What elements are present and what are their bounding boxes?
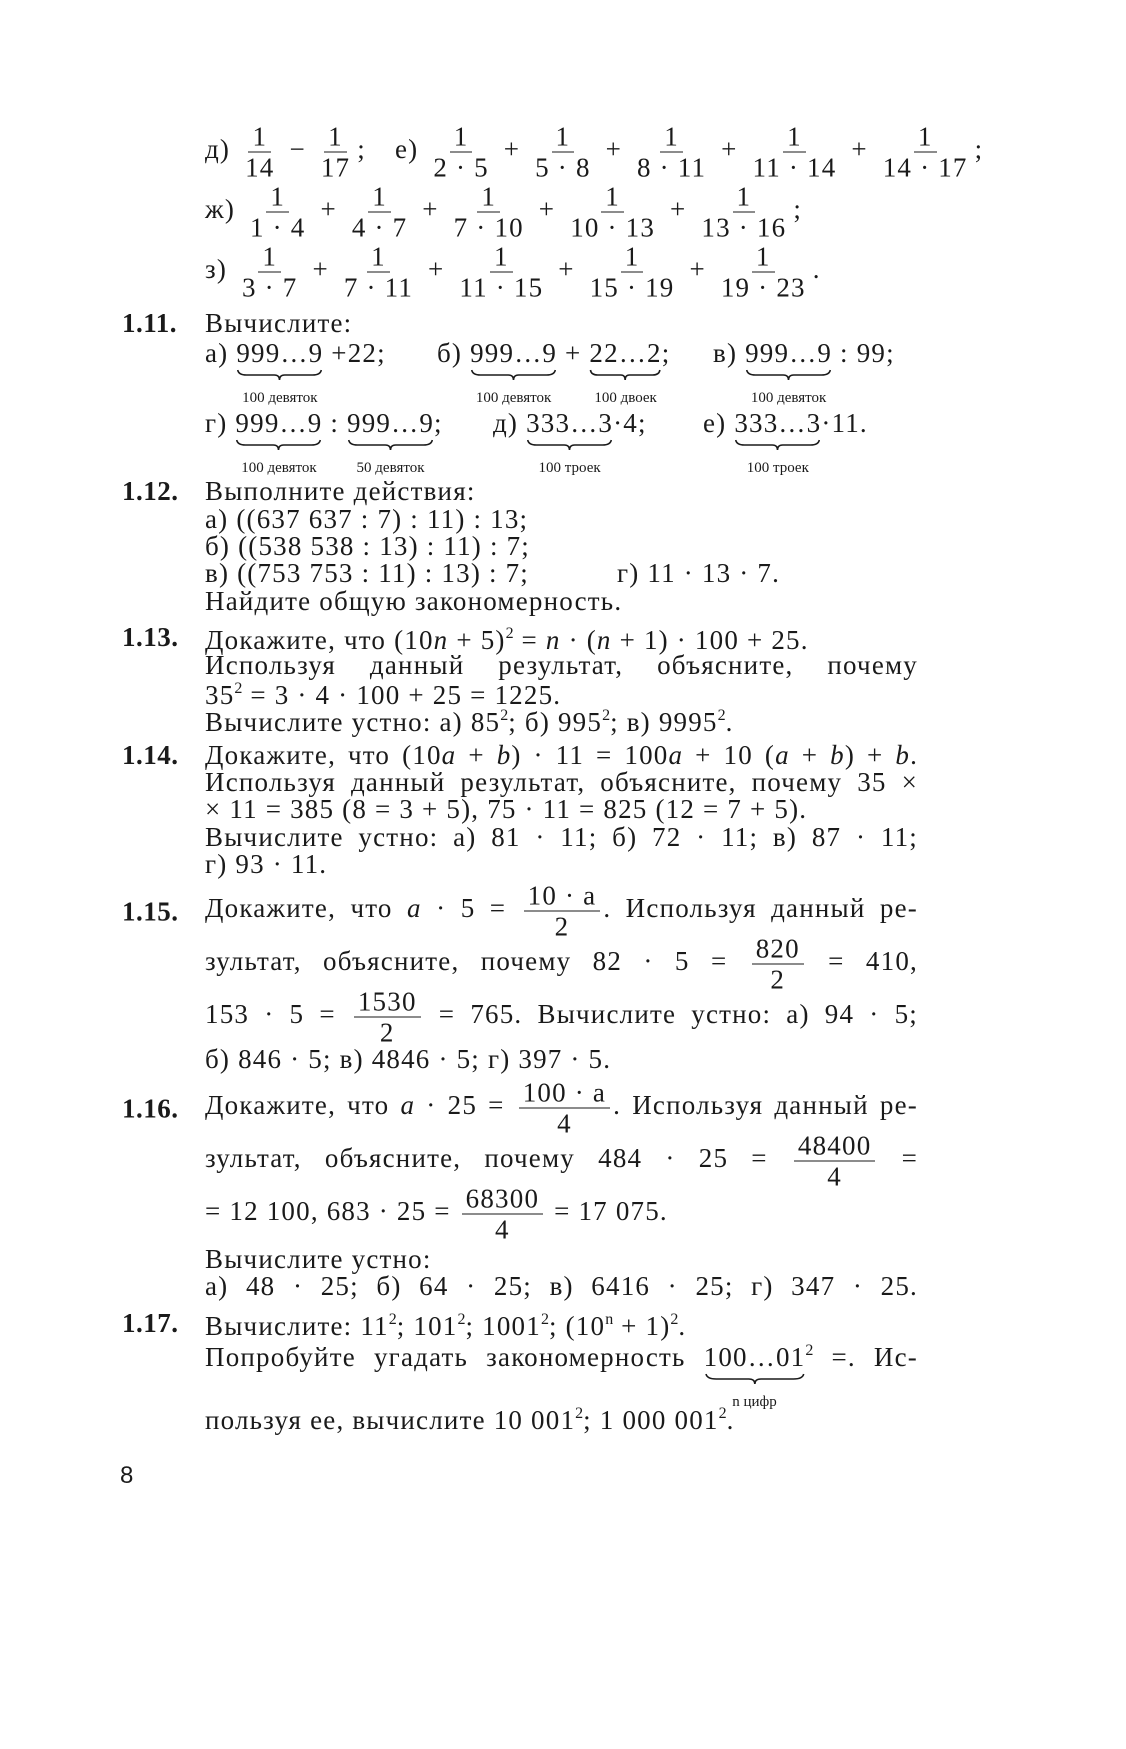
- fraction-denominator: 1 · 4: [250, 212, 306, 243]
- fraction-numerator: 1: [783, 123, 806, 153]
- text-segment: б) ((538 538 : 13) : 11) : 7;: [205, 531, 530, 561]
- underbrace-group: [470, 338, 558, 406]
- text-line: [205, 531, 530, 561]
- text-segment: Попробуйте угадать закономерность: [205, 1342, 704, 1372]
- problem-number: 1.16.: [122, 1093, 179, 1123]
- text-segment: зультат, объясните, почему 484 · 25 =: [205, 1143, 791, 1174]
- text-line: [122, 308, 353, 338]
- text-line: [205, 558, 529, 588]
- underbrace-number: 999…9: [470, 338, 558, 368]
- fraction-numerator: 1: [914, 123, 937, 153]
- fraction: [566, 183, 659, 242]
- superscript: 2: [540, 1311, 549, 1328]
- superscript: 2: [575, 1405, 584, 1422]
- text-segment: = 765. Вычислите устно: а) 94 · 5;: [423, 999, 918, 1030]
- text-line: [205, 1244, 432, 1274]
- fraction: [450, 183, 528, 242]
- text-segment: +: [420, 254, 453, 285]
- text-segment: ·4;: [613, 408, 647, 438]
- text-line: [205, 1185, 668, 1244]
- fraction-numerator: 1: [368, 183, 391, 213]
- text-segment: Вычислите: 11: [205, 1311, 389, 1341]
- text-segment: .: [726, 1405, 735, 1435]
- underbrace-number: 999…9: [236, 338, 324, 368]
- variable: n: [596, 625, 612, 655]
- text-segment: д): [205, 134, 239, 165]
- problem-number: 1.17.: [122, 1308, 179, 1338]
- underbrace-label: 50 девяток: [356, 460, 425, 476]
- text-line: [122, 476, 476, 506]
- variable: b: [496, 740, 512, 770]
- fraction-denominator: 2: [770, 964, 786, 995]
- text-segment: Докажите, что (10: [205, 740, 442, 770]
- text-line: [205, 849, 327, 879]
- text-segment: = 410,: [806, 946, 918, 977]
- text-segment: .: [910, 740, 919, 770]
- underbrace-label: 100 девяток: [242, 390, 318, 406]
- underbrace-group: [236, 338, 324, 406]
- text-line: [205, 338, 386, 406]
- text-segment: +: [312, 194, 345, 225]
- text-segment: а) 48 · 25; б) 64 · 25; в) 6416 · 25; г) 347 · 25.: [205, 1271, 918, 1301]
- fraction-numerator: 1: [490, 243, 513, 273]
- fraction-denominator: 11 · 15: [459, 272, 544, 303]
- problem-number: 1.13.: [122, 622, 179, 652]
- text-segment: × 11 = 385 (8 = 3 + 5), 75 · 11 = 825 (12 = 7 + 5).: [205, 794, 808, 824]
- text-segment: Выполните действия:: [205, 476, 476, 506]
- fraction: [749, 123, 841, 182]
- fraction-numerator: 1: [477, 183, 500, 213]
- fraction-numerator: 68300: [462, 1185, 544, 1215]
- text-segment: з): [205, 254, 236, 285]
- underbrace-icon: [704, 1372, 806, 1386]
- superscript: 2: [505, 625, 514, 642]
- fraction-numerator: 1: [266, 183, 289, 213]
- fraction-denominator: 2: [554, 911, 570, 942]
- underbrace-group: [734, 408, 822, 476]
- underbrace-icon: [745, 368, 832, 382]
- text-line: [617, 558, 780, 588]
- text-segment: Вычислите:: [205, 308, 353, 338]
- superscript: 2: [388, 1311, 397, 1328]
- superscript: 2: [602, 707, 611, 724]
- text-segment: . Используя данный ре-: [603, 893, 918, 924]
- text-line: [205, 1271, 918, 1301]
- text-segment: +: [681, 254, 714, 285]
- text-segment: : 99;: [832, 338, 895, 368]
- text-segment: + 1) · 100 + 25.: [611, 625, 809, 655]
- fraction-denominator: 14 · 17: [882, 152, 968, 183]
- superscript: 2: [234, 680, 243, 697]
- underbrace-icon: [236, 368, 323, 382]
- text-segment: Докажите, что: [205, 893, 407, 924]
- fraction: [717, 243, 810, 302]
- fraction: [524, 882, 601, 941]
- underbrace-icon: [526, 438, 613, 452]
- text-segment: ·11.: [821, 408, 868, 438]
- text-segment: .: [812, 254, 821, 285]
- text-line: [205, 822, 918, 852]
- text-segment: · 5 =: [421, 893, 521, 924]
- underbrace-label: 100 троек: [538, 460, 601, 476]
- text-segment: ; 101: [396, 1311, 458, 1341]
- text-line: [205, 586, 622, 616]
- superscript: 2: [670, 1311, 679, 1328]
- fraction-denominator: 3 · 7: [242, 272, 298, 303]
- variable: a: [775, 740, 790, 770]
- fraction: [794, 1132, 876, 1191]
- text-segment: в): [713, 338, 746, 368]
- text-segment: +: [713, 134, 746, 165]
- text-line: [205, 1399, 735, 1435]
- fraction-denominator: 19 · 23: [720, 272, 806, 303]
- problem-number: 1.14.: [122, 740, 179, 770]
- fraction-numerator: 1: [248, 123, 271, 153]
- fraction: [633, 123, 710, 182]
- problem-number: 1.15.: [122, 896, 179, 926]
- underbrace-group: [347, 408, 435, 476]
- text-segment: ;: [357, 134, 366, 165]
- fraction: [462, 1185, 544, 1244]
- text-segment: +: [304, 254, 337, 285]
- fraction: [246, 183, 310, 242]
- fraction: [519, 1079, 610, 1138]
- text-line: [205, 935, 918, 994]
- text-segment: а) ((637 637 : 7) : 11) : 13;: [205, 504, 529, 534]
- fraction: [317, 123, 354, 182]
- text-segment: 35: [205, 680, 235, 710]
- fraction-numerator: 48400: [794, 1132, 876, 1162]
- page-number: 8: [120, 1462, 134, 1489]
- fraction: [531, 123, 595, 182]
- fraction-denominator: 7 · 11: [343, 272, 414, 303]
- underbrace-number: 22…2: [589, 338, 662, 368]
- text-segment: +: [495, 134, 529, 165]
- text-segment: Докажите, что: [205, 1090, 401, 1121]
- text-segment: б): [437, 338, 471, 368]
- variable: a: [668, 740, 684, 770]
- underbrace-label: 100 девяток: [750, 390, 827, 406]
- fraction: [752, 935, 804, 994]
- text-line: [205, 988, 918, 1047]
- text-segment: Используя данный результат, объясните, почему: [205, 650, 918, 680]
- superscript: 2: [718, 1405, 727, 1422]
- text-segment: .: [678, 1311, 687, 1341]
- text-line: [205, 1336, 918, 1410]
- fraction: [697, 183, 790, 242]
- text-line: [437, 338, 671, 406]
- fraction-denominator: 10 · 13: [570, 212, 656, 243]
- text-segment: д): [493, 408, 527, 438]
- text-segment: е): [703, 408, 735, 438]
- text-segment: Вычислите устно:: [205, 1244, 432, 1274]
- text-segment: ; б) 995: [508, 707, 603, 737]
- text-segment: +: [597, 134, 630, 165]
- text-segment: · 25 =: [415, 1090, 516, 1121]
- underbrace-icon: [734, 438, 821, 452]
- text-segment: Найдите общую закономерность.: [205, 586, 623, 616]
- text-segment: г): [205, 408, 236, 438]
- problem-number: 1.11.: [122, 308, 178, 338]
- text-segment: + 10 (: [683, 740, 776, 770]
- text-segment: +: [550, 254, 583, 285]
- text-line: [205, 243, 821, 302]
- fraction-denominator: 4: [495, 1214, 510, 1245]
- text-line: [205, 794, 807, 824]
- text-segment: +: [414, 194, 447, 225]
- text-line: [205, 767, 918, 797]
- fraction-numerator: 1: [601, 183, 624, 213]
- text-segment: = 12 100, 683 · 25 =: [205, 1196, 459, 1227]
- text-segment: . Используя данный ре-: [613, 1090, 918, 1121]
- fraction-numerator: 1: [621, 243, 644, 273]
- text-segment: ж): [205, 194, 243, 225]
- variable: n: [545, 625, 561, 655]
- fraction-denominator: 8 · 11: [636, 152, 707, 183]
- underbrace-number: 999…9: [235, 408, 323, 438]
- text-segment: ;: [661, 338, 671, 368]
- text-segment: Вычислите устно: а) 85: [205, 707, 501, 737]
- text-segment: пользуя ее, вычислите 10 001: [205, 1405, 576, 1435]
- fraction-numerator: 1530: [354, 988, 421, 1018]
- variable: b: [895, 740, 911, 770]
- text-segment: =. Ис-: [813, 1342, 918, 1372]
- fraction-numerator: 1: [258, 243, 281, 273]
- text-line: [395, 123, 983, 182]
- text-line: [493, 408, 647, 476]
- text-segment: ;: [974, 134, 984, 165]
- fraction-denominator: 2: [379, 1017, 395, 1048]
- text-segment: + 1): [613, 1311, 671, 1341]
- text-segment: Вычислите устно: а) 81 · 11; б) 72 · 11; в) 87 · 11;: [205, 822, 918, 852]
- fraction-denominator: 11 · 14: [752, 152, 837, 183]
- fraction-numerator: 820: [752, 935, 804, 965]
- text-segment: :: [322, 408, 348, 438]
- fraction-numerator: 100 · a: [519, 1079, 610, 1109]
- underbrace-icon: [235, 438, 322, 452]
- text-segment: .: [725, 707, 734, 737]
- text-segment: 153 · 5 =: [205, 999, 351, 1030]
- text-segment: ; (10: [548, 1311, 606, 1341]
- text-segment: ; 1 000 001: [583, 1405, 719, 1435]
- fraction-denominator: 13 · 16: [701, 212, 787, 243]
- text-line: [205, 408, 443, 476]
- problem-number: 1.12.: [122, 476, 179, 506]
- fraction: [879, 123, 972, 182]
- underbrace-label: 100 троек: [746, 460, 809, 476]
- underbrace-icon: [470, 368, 557, 382]
- fraction-numerator: 10 · a: [524, 882, 601, 912]
- superscript: 2: [805, 1342, 814, 1359]
- fraction: [238, 243, 302, 302]
- text-line: [205, 504, 528, 534]
- fraction-numerator: 1: [752, 243, 775, 273]
- underbrace-icon: [589, 368, 661, 382]
- underbrace-group: [745, 338, 833, 406]
- fraction-denominator: 2 · 5: [433, 152, 489, 183]
- variable: a: [441, 740, 457, 770]
- text-segment: −: [281, 134, 314, 165]
- variable: b: [830, 740, 845, 770]
- fraction-denominator: 5 · 8: [535, 152, 591, 183]
- text-segment: ;: [793, 194, 803, 225]
- text-line: [713, 338, 895, 406]
- underbrace-group: [703, 1342, 806, 1410]
- text-segment: зультат, объясните, почему 82 · 5 =: [205, 946, 749, 977]
- text-segment: = 3 · 4 · 100 + 25 = 1225.: [242, 680, 562, 710]
- text-segment: +: [789, 740, 831, 770]
- text-segment: Используя данный результат, объясните, почему 35 ×: [205, 767, 918, 797]
- text-segment: е): [395, 134, 427, 165]
- fraction-numerator: 1: [324, 123, 347, 153]
- text-line: [122, 740, 919, 770]
- fraction-denominator: 7 · 10: [453, 212, 524, 243]
- text-line: [205, 123, 366, 182]
- underbrace-label: 100 девяток: [475, 390, 552, 406]
- text-line: [122, 1077, 918, 1139]
- text-line: [703, 408, 868, 476]
- underbrace-number: 333…3: [526, 408, 614, 438]
- underbrace-group: [235, 408, 323, 476]
- variable: a: [400, 1090, 416, 1121]
- text-segment: +: [662, 194, 695, 225]
- text-segment: +: [456, 740, 497, 770]
- superscript: 2: [717, 707, 726, 724]
- text-segment: ) · 11 = 100: [511, 740, 669, 770]
- fraction-numerator: 1: [660, 123, 683, 153]
- fraction: [455, 243, 547, 302]
- text-segment: ; в) 9995: [610, 707, 718, 737]
- fraction-denominator: 4: [827, 1161, 842, 1192]
- text-segment: +: [843, 134, 876, 165]
- fraction-numerator: 1: [733, 183, 756, 213]
- underbrace-label: 100 двоек: [594, 390, 657, 406]
- underbrace-group: [526, 408, 614, 476]
- fraction-denominator: 17: [320, 152, 351, 183]
- superscript: 2: [500, 707, 509, 724]
- fraction-numerator: 1: [450, 123, 473, 153]
- fraction: [429, 123, 493, 182]
- text-segment: Докажите, что (10: [205, 625, 434, 655]
- fraction-denominator: 4: [557, 1108, 572, 1139]
- fraction: [348, 183, 412, 242]
- underbrace-number: 999…9: [745, 338, 833, 368]
- text-segment: =: [878, 1143, 918, 1174]
- superscript: n: [605, 1311, 614, 1328]
- text-segment: +: [557, 338, 590, 368]
- text-segment: =: [513, 625, 546, 655]
- variable: n: [433, 625, 449, 655]
- text-segment: г) 93 · 11.: [205, 849, 328, 879]
- text-segment: в) ((753 753 : 11) : 13) : 7;: [205, 558, 530, 588]
- underbrace-number: 100…01: [703, 1342, 806, 1372]
- text-segment: +: [530, 194, 564, 225]
- text-segment: +22;: [323, 338, 386, 368]
- fraction: [340, 243, 417, 302]
- text-line: [205, 1044, 611, 1074]
- text-line: [205, 701, 734, 737]
- fraction-denominator: 4 · 7: [351, 212, 408, 243]
- fraction-denominator: 14: [245, 152, 275, 183]
- text-segment: ) +: [844, 740, 896, 770]
- text-segment: ; 1001: [465, 1311, 541, 1341]
- fraction-denominator: 15 · 19: [589, 272, 675, 303]
- text-segment: б) 846 · 5; в) 4846 · 5; г) 397 · 5.: [205, 1044, 612, 1074]
- text-segment: а): [205, 338, 237, 368]
- underbrace-number: 999…9: [347, 408, 435, 438]
- text-segment: ;: [434, 408, 443, 438]
- text-line: [205, 183, 802, 242]
- underbrace-group: [589, 338, 662, 406]
- fraction-numerator: 1: [552, 123, 575, 153]
- text-line: [205, 1132, 918, 1191]
- text-segment: = 17 075.: [546, 1196, 668, 1227]
- superscript: 2: [457, 1311, 466, 1328]
- fraction: [354, 988, 421, 1047]
- fraction-numerator: 1: [367, 243, 390, 273]
- text-segment: + 5): [448, 625, 506, 655]
- underbrace-icon: [347, 438, 434, 452]
- text-segment: г) 11 · 13 · 7.: [617, 558, 781, 588]
- underbrace-number: 333…3: [734, 408, 822, 438]
- variable: a: [406, 893, 422, 924]
- text-segment: · (: [560, 625, 597, 655]
- underbrace-label: n цифр: [732, 1394, 777, 1410]
- fraction: [586, 243, 679, 302]
- underbrace-label: 100 девяток: [241, 460, 317, 476]
- fraction: [241, 123, 278, 182]
- text-line: [122, 880, 918, 942]
